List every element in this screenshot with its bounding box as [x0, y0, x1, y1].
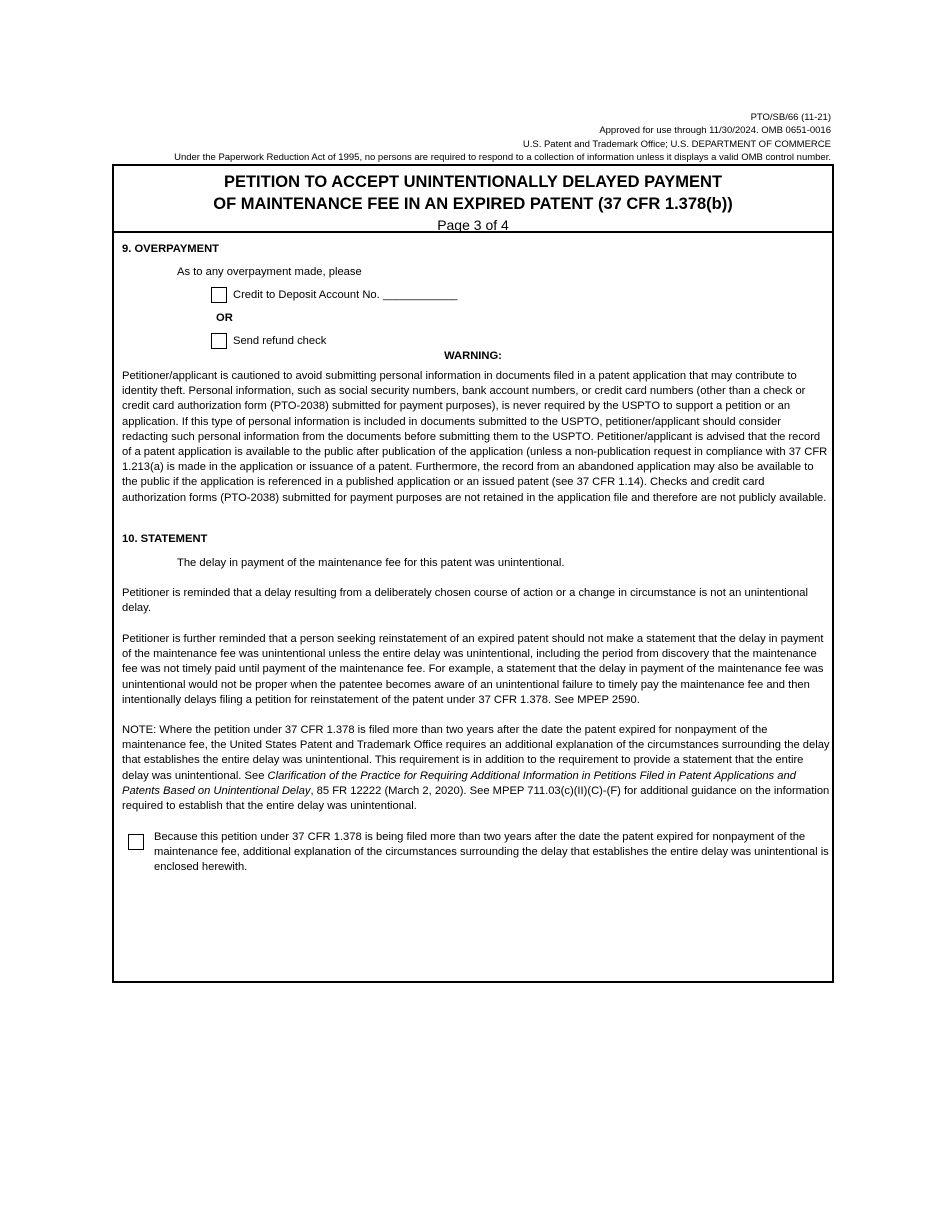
form-number: PTO/SB/66 (11-21) — [750, 112, 831, 123]
refund-check-checkbox[interactable] — [211, 333, 227, 349]
page-number: Page 3 of 4 — [437, 217, 509, 233]
paperwork-notice: Under the Paperwork Reduction Act of 1995, no persons are required to respond to a collection of information unless it displays a valid OMB control number. — [174, 152, 831, 163]
form-title-line-2: OF MAINTENANCE FEE IN AN EXPIRED PATENT (37 CFR 1.378(b)) — [213, 195, 733, 213]
overpayment-intro: As to any overpayment made, please — [177, 266, 362, 278]
omb-approval: Approved for use through 11/30/2024. OMB 0651-0016 — [599, 125, 831, 136]
credit-deposit-label: Credit to Deposit Account No. ____________ — [233, 289, 458, 301]
warning-heading: WARNING: — [444, 350, 502, 362]
credit-deposit-checkbox[interactable] — [211, 287, 227, 303]
section-10-heading: 10. STATEMENT — [122, 533, 208, 545]
note-citation-title: Clarification of the Practice for Requiring Additional Information in Petitions Filed in Patent Applications and Patents Based on Unintentional Delay — [122, 769, 796, 797]
refund-check-label: Send refund check — [233, 335, 327, 347]
agency-line: U.S. Patent and Trademark Office; U.S. DEPARTMENT OF COMMERCE — [522, 139, 831, 150]
form-box — [112, 164, 834, 983]
note-text-end: , 85 FR 12222 (March 2, 2020). See MPEP 711.03(c)(II)(C)-(F) for additional guidance on the information required to establish that the entire delay was unintentional. — [122, 784, 830, 813]
additional-explanation-checkbox[interactable] — [128, 834, 144, 850]
additional-explanation-text: Because this petition under 37 CFR 1.378 is being filed more than two years after the date the patent expired for nonpayment of the maintenance fee, additional explanation of the circumstances surrounding the delay that establishes the entire delay was unintentional is enclosed herewith. — [154, 831, 829, 874]
reminder-paragraph-2: Petitioner is further reminded that a person seeking reinstatement of an expired patent should not make a statement that the delay in payment of the maintenance fee was unintentional unless the entire delay was unintentional, including the period from discovery that the maintenance fee was not timely paid until payment of the maintenance fee. For example, a statement that the delay in payment of the maintenance fee was unintentional would not be proper when the patentee becomes aware of an unintentional failure to timely pay the maintenance fee and then intentionally delays filing a petition for reinstatement of the patent under 37 CFR 1.378. See MPEP 2590. — [122, 633, 824, 706]
statement-text: The delay in payment of the maintenance fee for this patent was unintentional. — [177, 557, 565, 569]
section-9-heading: 9. OVERPAYMENT — [122, 243, 219, 255]
or-label: OR — [216, 312, 233, 324]
form-title-line-1: PETITION TO ACCEPT UNINTENTIONALLY DELAYED PAYMENT — [223, 173, 723, 191]
note-paragraph — [122, 723, 830, 814]
note-text-start: NOTE: Where the petition under 37 CFR 1.378 is filed more than two years after the date the patent expired for nonpayment of the maintenance fee, the United States Patent and Trademark Office requires an additional explanation of the circumstances surrounding the delay that establishes the entire delay was unintentional. This requirement is in addition to the requirement to provide a statement that the entire delay was unintentional. See — [122, 724, 830, 782]
reminder-paragraph-1: Petitioner is reminded that a delay resulting from a deliberately chosen course of action or a change in circumstance is not an unintentional delay. — [122, 587, 808, 615]
warning-text: Petitioner/applicant is cautioned to avoid submitting personal information in documents filed in a patent application that may contribute to identity theft. Personal information, such as social security numbers, bank account numbers, or credit card numbers (other than a check or credit card authorization form (PTO-2038) submitted for payment purposes), is never required by the USPTO to support a petition or an application. If this type of personal information is included in documents submitted to the USPTO, petitioner/applicant should consider redacting such personal information from the documents before submitting them to the USPTO. Petitioner/applicant is advised that the record of a patent application is available to the public after publication of the application (unless a non-publication request in compliance with 37 CFR 1.213(a) is made in the application or issuance of a patent. Furthermore, the record from an abandoned application may also be available to the public if the application is referenced in a published application or an issued patent (see 37 CFR 1.14). Checks and credit card authorization forms (PTO-2038) submitted for payment purposes are not retained in the application file and therefore are not publicly available. — [122, 370, 828, 504]
form-title-area — [114, 166, 832, 233]
